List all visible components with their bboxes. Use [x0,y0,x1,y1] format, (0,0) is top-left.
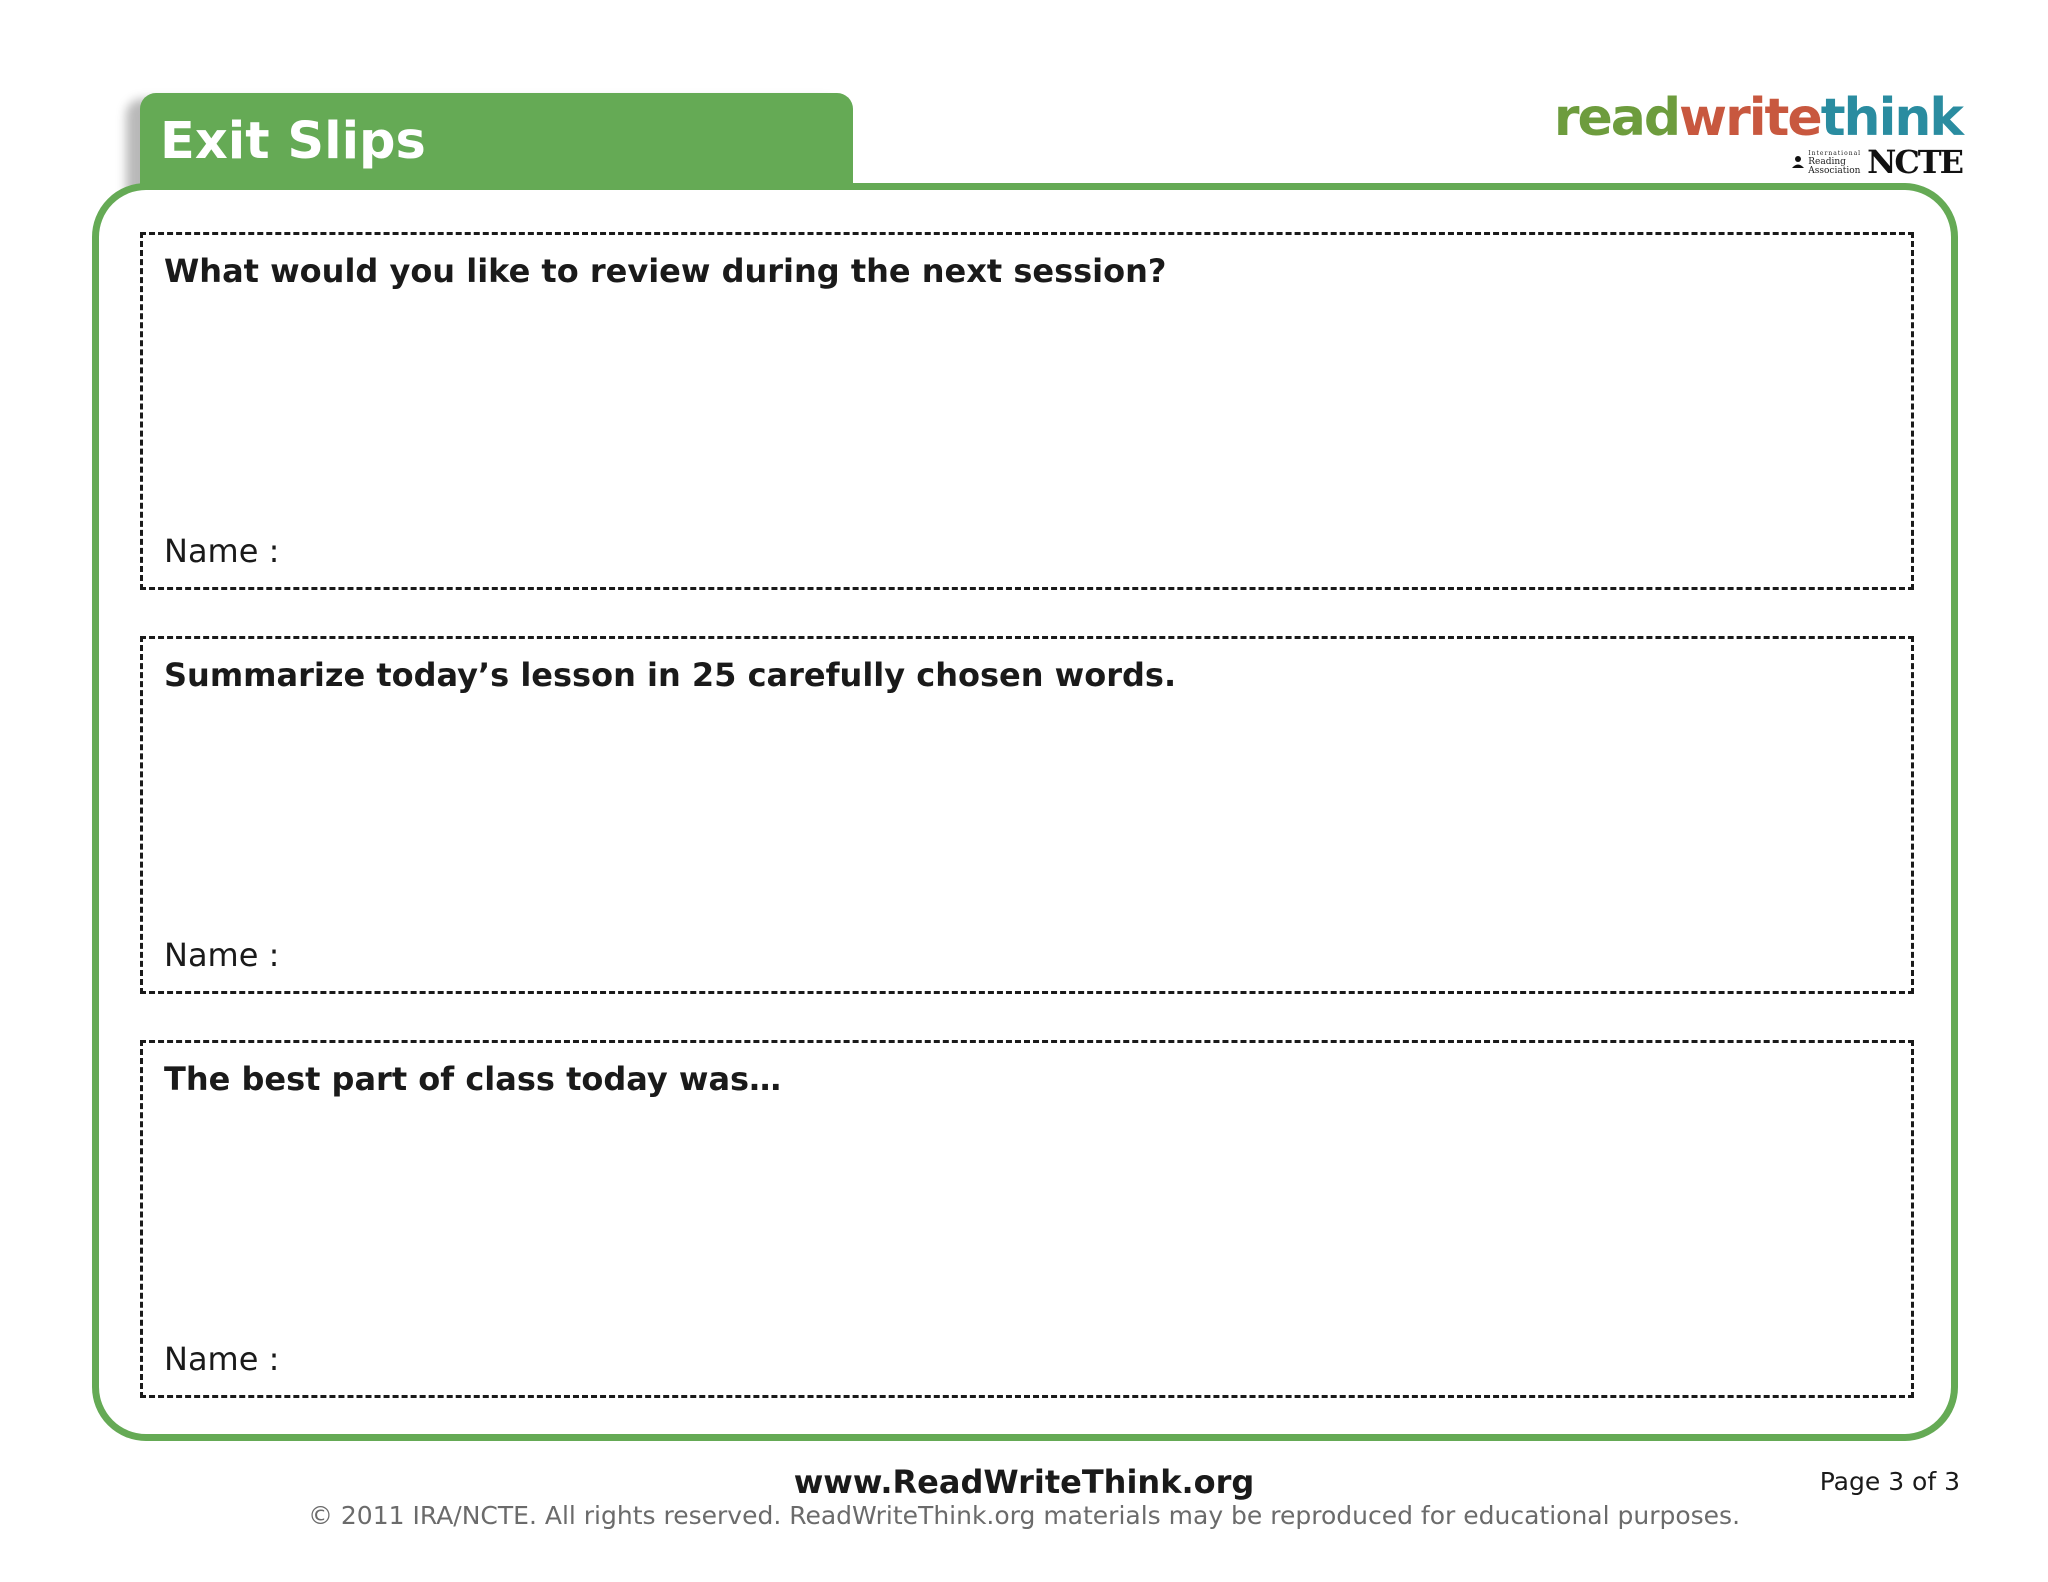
logo-word-read: read [1553,88,1680,148]
slip-prompt: Summarize today’s lesson in 25 carefully chosen words. [164,656,1177,694]
ira-line-association: Association [1808,165,1861,176]
ira-line-international: International [1808,149,1862,157]
logo-partners [1791,143,1962,181]
ira-text [1808,149,1861,176]
logo-word-think: think [1820,88,1962,148]
page-title: Exit Slips [160,112,426,171]
ira-mark-icon [1791,155,1805,169]
exit-slip-2 [140,636,1914,994]
ira-line-reading: Reading [1808,156,1846,167]
logo-word-write: write [1679,88,1821,148]
readwritethink-logo [1553,88,1962,181]
slip-prompt: What would you like to review during the next session? [164,252,1167,290]
footer-url: www.ReadWriteThink.org [793,1463,1255,1501]
page-number: Page 3 of 3 [1819,1467,1960,1496]
exit-slip-1 [140,232,1914,590]
logo-wordmark [1554,88,1962,148]
slip-name-label: Name : [164,1340,280,1378]
ncte-logo: NCTE [1867,143,1962,181]
exit-slip-3 [140,1040,1914,1398]
slip-name-label: Name : [164,936,280,974]
ira-logo [1791,149,1861,176]
slip-name-label: Name : [164,532,280,570]
footer-copyright: © 2011 IRA/NCTE. All rights reserved. ReadWriteThink.org materials may be reproduced for educational purposes. [307,1501,1741,1530]
slip-prompt: The best part of class today was… [164,1060,782,1098]
